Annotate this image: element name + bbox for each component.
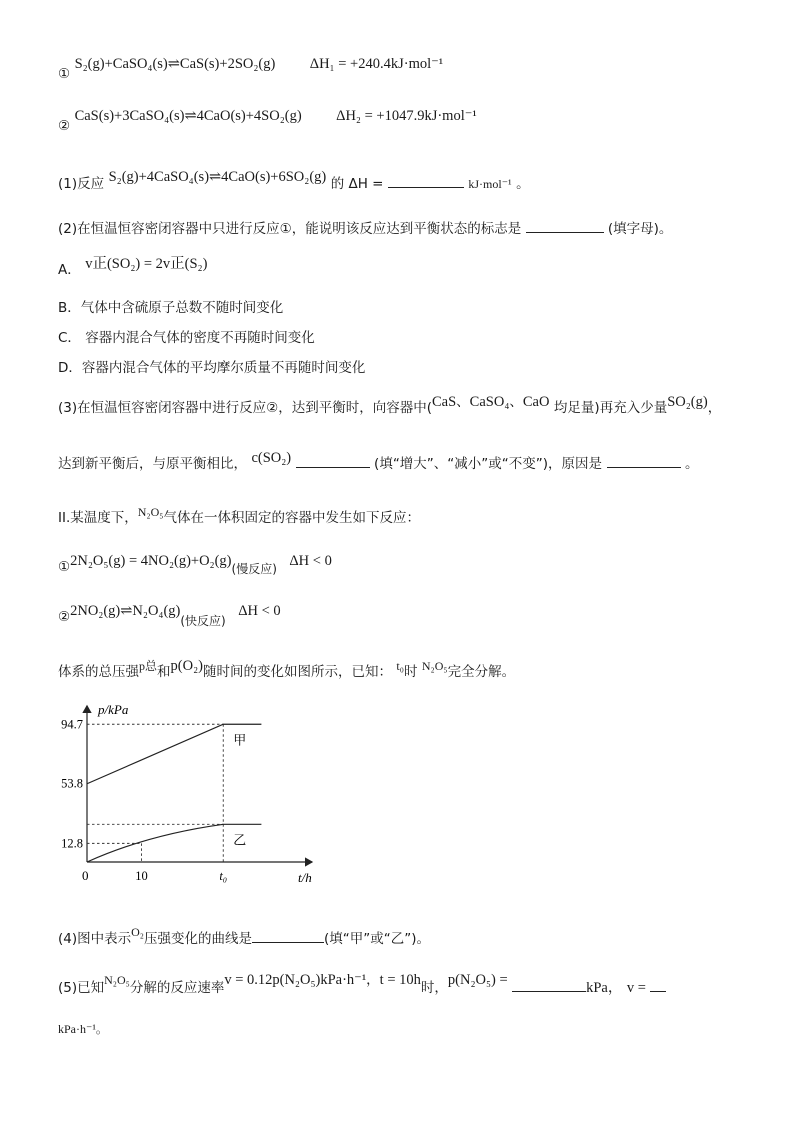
part-ii-r1-dh: ΔH < 0 — [289, 553, 332, 569]
q5-a: (5)已知 — [58, 980, 105, 996]
q3-answer-blank-1[interactable] — [296, 453, 370, 468]
reaction-1-number: ① — [58, 66, 71, 82]
y-tick-12-8: 12.8 — [61, 836, 83, 851]
q1-end: 。 — [516, 176, 530, 192]
part-ii-r2-note: (快反应) — [180, 614, 226, 628]
q1-equation: S₂(g)+4CaSO₄(s)⇌4CaO(s)+6SO₂(g) — [108, 169, 327, 185]
part-ii-r2-number: ② — [58, 609, 71, 625]
q2-tail: (填字母)。 — [607, 221, 673, 237]
q5-b: 分解的反应速率 — [129, 980, 225, 996]
pressure-time-chart — [50, 698, 340, 890]
q3-answer-blank-2[interactable] — [607, 453, 681, 468]
part-ii-r2-dh: ΔH < 0 — [238, 603, 281, 619]
q5-d: 时， — [420, 980, 448, 996]
q4-b: 压强变化的曲线是 — [143, 931, 252, 947]
part-ii-reaction-2 — [58, 602, 281, 628]
desc-a: 体系的总压强 — [58, 664, 139, 680]
q5-p: p(N₂O₅) = — [447, 972, 508, 988]
reaction-1-enthalpy: ΔH₁ = +240.4kJ·mol⁻¹ — [309, 56, 444, 72]
part-ii-r2-equation: 2NO₂(g)⇌N₂O₄(g) — [70, 603, 181, 619]
desc-n2o5: N₂O₅ — [421, 659, 448, 673]
desc-p-o2: p(O₂) — [170, 658, 203, 674]
part-ii-description — [58, 654, 516, 680]
q3-line2c: 。 — [684, 456, 699, 472]
q1-prefix: (1)反应 — [58, 176, 105, 192]
q3-part1: (3)在恒温恒容密闭容器中进行反应②，达到平衡时，向容器中( — [58, 400, 432, 416]
q4-answer-blank[interactable] — [252, 928, 324, 943]
reaction-1 — [58, 56, 444, 83]
series-jia-label: 甲 — [233, 732, 247, 748]
q5-t: t = 10h — [379, 972, 421, 988]
q5-unit-line: kPa·h⁻¹。 — [58, 1022, 108, 1036]
x-axis-label: t/h — [298, 870, 312, 885]
q3-sep1: 、 — [456, 394, 470, 410]
q3-cas: CaS — [432, 394, 457, 410]
part-ii-r1-note: (慢反应) — [231, 562, 277, 576]
reaction-2-enthalpy: ΔH₂ = +1047.9kJ·mol⁻¹ — [336, 108, 477, 124]
part-ii-r1-equation: 2N₂O₅(g) = 4NO₂(g)+O₂(g) — [70, 553, 232, 569]
q4-o2: O₂ — [131, 925, 144, 939]
q1-mid: 的 ΔH = — [330, 176, 384, 192]
q2-option-b: B．气体中含硫原子总数不随时间变化 — [58, 300, 284, 316]
q3-caso4: CaSO₄ — [469, 394, 510, 410]
origin-label: 0 — [82, 868, 89, 883]
part-ii-n2o5: N₂O₅ — [137, 505, 164, 519]
desc-e: 完全分解。 — [447, 664, 516, 680]
q2-option-a-label: A． — [58, 262, 81, 278]
q3-comma: ， — [707, 400, 722, 416]
q2-option-c: C． 容器内混合气体的密度不再随时间变化 — [58, 330, 315, 346]
q2-text: (2)在恒温恒容密闭容器中只进行反应①，能说明该反应达到平衡状态的标志是 — [58, 221, 522, 237]
x-tick-10: 10 — [135, 869, 148, 883]
part-ii-intro-b: 气体在一体积固定的容器中发生如下反应： — [163, 510, 420, 526]
q2-option-a — [58, 252, 208, 278]
reaction-2 — [58, 108, 477, 135]
q2-answer-blank[interactable] — [526, 218, 604, 233]
q3-sep2: 、 — [509, 394, 523, 410]
x-tick-t0: t₀ — [219, 869, 228, 883]
question-1 — [58, 169, 530, 193]
q5-answer-blank-1[interactable] — [512, 977, 586, 992]
q5-c: ， — [366, 972, 380, 988]
reaction-1-equation: S₂(g)+CaSO₄(s)⇌CaS(s)+2SO₂(g) — [74, 56, 276, 72]
q4-c: (填“甲”或“乙”)。 — [323, 931, 430, 947]
part-ii-reaction-1 — [58, 552, 332, 576]
q3-line2a: 达到新平衡后，与原平衡相比， — [58, 456, 247, 472]
q3-concentration: c(SO₂) — [251, 450, 292, 466]
question-5 — [58, 968, 666, 996]
part-ii-r1-number: ① — [58, 559, 71, 575]
desc-t0: t₀ — [396, 659, 404, 673]
q2-option-a-equation: v正(SO₂) = 2v正(S₂) — [85, 256, 208, 272]
q3-part2: 均足量)再充入少量 — [553, 400, 668, 416]
q3-line-2 — [58, 446, 699, 472]
y-axis-label: p/kPa — [98, 702, 129, 717]
question-3 — [58, 390, 722, 416]
q5-v: v = — [626, 980, 646, 996]
q5-rate: v = 0.12p(N₂O₅)kPa·h⁻¹ — [224, 972, 367, 988]
y-tick-53-8: 53.8 — [61, 776, 83, 791]
q3-so2: SO₂(g) — [667, 394, 708, 410]
q5-e: kPa， — [586, 980, 623, 996]
q5-n2o5: N₂O₅ — [104, 973, 130, 987]
q2-option-d: D．容器内混合气体的平均摩尔质量不再随时间变化 — [58, 360, 366, 376]
q3-line2b: (填“增大”、“减小”或“不变”)，原因是 — [374, 456, 603, 472]
question-4 — [58, 920, 430, 947]
desc-c: 随时间的变化如图所示，已知： — [202, 664, 392, 680]
part-ii-intro-a: II.某温度下， — [58, 510, 138, 526]
series-yi-label: 乙 — [233, 832, 247, 848]
reaction-2-equation: CaS(s)+3CaSO₄(s)⇌4CaO(s)+4SO₂(g) — [74, 108, 302, 124]
reaction-2-number: ② — [58, 118, 71, 134]
q5-answer-blank-2[interactable] — [650, 977, 666, 992]
part-ii-intro — [58, 500, 420, 526]
question-2 — [58, 217, 672, 237]
q3-cao: CaO — [522, 394, 550, 410]
q4-a: (4)图中表示 — [58, 931, 132, 947]
desc-d: 时 — [403, 664, 418, 680]
desc-b: 和 — [157, 664, 171, 680]
q1-unit: kJ·mol⁻¹ — [468, 177, 512, 191]
desc-p-total: p总 — [139, 659, 158, 673]
y-tick-94-7: 94.7 — [61, 717, 83, 732]
q1-answer-blank[interactable] — [388, 173, 464, 188]
